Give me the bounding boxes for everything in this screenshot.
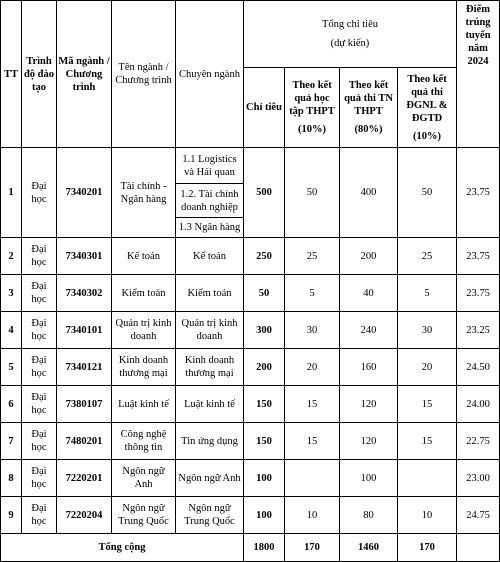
table-row — [1, 148, 500, 184]
cell-chuyen-nganh: Ngôn ngữ Trung Quốc — [176, 497, 244, 534]
cell-hoc-tap: 30 — [285, 312, 340, 349]
cell-diem: 23.25 — [457, 312, 500, 349]
cell-hoc-tap: 15 — [285, 423, 340, 460]
cell-hoc-tap: 20 — [285, 349, 340, 386]
table-row — [1, 275, 500, 312]
cell-ten-nganh: Luật kinh tế — [112, 386, 176, 423]
cell-ma-nganh: 7480201 — [57, 423, 112, 460]
header-hoc-tap-pct: (10%) — [298, 124, 326, 135]
header-thi-tn — [340, 68, 398, 148]
cell-chuyen-nganh: Tin ứng dụng — [176, 423, 244, 460]
cell-diem: 24.75 — [457, 497, 500, 534]
header-thi-tn-label: Theo kết quả thi TN THPT — [344, 80, 393, 117]
header-tong-chi-tieu-label: Tổng chỉ tiêu — [322, 19, 378, 30]
cell-hoc-tap: 50 — [285, 148, 340, 238]
cell-dgnl: 30 — [398, 312, 457, 349]
header-ten-nganh: Tên ngành / Chương trình — [112, 1, 176, 148]
table-row — [1, 386, 500, 423]
cell-chuyen-nganh: Luật kinh tế — [176, 386, 244, 423]
table-row — [1, 238, 500, 275]
table-row — [1, 349, 500, 386]
cell-diem: 24.00 — [457, 386, 500, 423]
cell-thi-tn: 80 — [340, 497, 398, 534]
cell-dgnl: 10 — [398, 497, 457, 534]
cell-chi-tieu: 200 — [244, 349, 285, 386]
cell-tt: 3 — [1, 275, 22, 312]
header-tt: TT — [1, 1, 22, 148]
table-row — [1, 497, 500, 534]
cell-tt: 5 — [1, 349, 22, 386]
cell-chuyen-nganh: Quản trị kinh doanh — [176, 312, 244, 349]
header-dgnl-label: Theo kết quả thi ĐGNL & ĐGTD — [406, 73, 448, 124]
cell-chi-tieu: 250 — [244, 238, 285, 275]
cell-chuyen-nganh: Kinh doanh thương mại — [176, 349, 244, 386]
cell-ma-nganh: 7220204 — [57, 497, 112, 534]
cell-dgnl: 5 — [398, 275, 457, 312]
total-diem — [457, 534, 500, 562]
cell-chi-tieu: 150 — [244, 423, 285, 460]
cell-diem: 23.75 — [457, 275, 500, 312]
cell-chuyen-nganh: 1.3 Ngân hàng — [176, 218, 244, 238]
cell-dgnl — [398, 460, 457, 497]
header-hoc-tap-label: Theo kết quả học tập THPT — [289, 80, 335, 117]
cell-ten-nganh: Ngôn ngữ Anh — [112, 460, 176, 497]
header-tong-chi-tieu — [244, 1, 457, 68]
total-chi-tieu: 1800 — [244, 534, 285, 562]
cell-chuyen-nganh: 1.1 Logistics và Hải quan — [176, 148, 244, 184]
cell-chuyen-nganh: Kiểm toán — [176, 275, 244, 312]
cell-chuyen-nganh: 1.2. Tài chính doanh nghiệp — [176, 184, 244, 218]
cell-thi-tn: 120 — [340, 386, 398, 423]
cell-hoc-tap: 5 — [285, 275, 340, 312]
header-hoc-tap — [285, 68, 340, 148]
cell-diem: 23.75 — [457, 148, 500, 238]
cell-tt: 8 — [1, 460, 22, 497]
cell-thi-tn: 100 — [340, 460, 398, 497]
cell-diem: 22.75 — [457, 423, 500, 460]
cell-ten-nganh: Ngôn ngữ Trung Quốc — [112, 497, 176, 534]
total-label: Tổng cộng — [1, 534, 244, 562]
cell-trinh-do: Đại học — [22, 312, 57, 349]
header-chuyen-nganh: Chuyên ngành — [176, 1, 244, 148]
cell-trinh-do: Đại học — [22, 386, 57, 423]
cell-ma-nganh: 7220201 — [57, 460, 112, 497]
cell-hoc-tap — [285, 460, 340, 497]
cell-diem: 23.00 — [457, 460, 500, 497]
cell-diem: 23.75 — [457, 238, 500, 275]
cell-ten-nganh: Kiểm toán — [112, 275, 176, 312]
total-row — [1, 534, 500, 562]
cell-ten-nganh: Kế toán — [112, 238, 176, 275]
cell-ten-nganh: Tài chính - Ngân hàng — [112, 148, 176, 238]
total-dgnl: 170 — [398, 534, 457, 562]
cell-thi-tn: 200 — [340, 238, 398, 275]
cell-hoc-tap: 15 — [285, 386, 340, 423]
cell-chi-tieu: 150 — [244, 386, 285, 423]
cell-ma-nganh: 7340121 — [57, 349, 112, 386]
cell-diem: 24.50 — [457, 349, 500, 386]
cell-tt: 6 — [1, 386, 22, 423]
cell-chuyen-nganh: Kế toán — [176, 238, 244, 275]
cell-trinh-do: Đại học — [22, 238, 57, 275]
header-du-kien: (dự kiến) — [330, 38, 370, 49]
cell-ma-nganh: 7340101 — [57, 312, 112, 349]
cell-chi-tieu: 500 — [244, 148, 285, 238]
cell-dgnl: 15 — [398, 386, 457, 423]
cell-trinh-do: Đại học — [22, 497, 57, 534]
cell-trinh-do: Đại học — [22, 460, 57, 497]
cell-dgnl: 25 — [398, 238, 457, 275]
cell-trinh-do: Đại học — [22, 349, 57, 386]
cell-thi-tn: 120 — [340, 423, 398, 460]
header-ma-nganh: Mã ngành / Chương trình — [57, 1, 112, 148]
cell-ma-nganh: 7340302 — [57, 275, 112, 312]
cell-trinh-do: Đại học — [22, 423, 57, 460]
cell-tt: 4 — [1, 312, 22, 349]
cell-dgnl: 20 — [398, 349, 457, 386]
cell-chi-tieu: 100 — [244, 460, 285, 497]
header-thi-tn-pct: (80%) — [354, 124, 383, 135]
header-trinh-do: Trình độ đào tạo — [22, 1, 57, 148]
table-row — [1, 423, 500, 460]
cell-thi-tn: 160 — [340, 349, 398, 386]
cell-tt: 9 — [1, 497, 22, 534]
cell-hoc-tap: 25 — [285, 238, 340, 275]
total-thi-tn: 1460 — [340, 534, 398, 562]
cell-chuyen-nganh: Ngôn ngữ Anh — [176, 460, 244, 497]
total-hoc-tap: 170 — [285, 534, 340, 562]
cell-hoc-tap: 10 — [285, 497, 340, 534]
cell-dgnl: 15 — [398, 423, 457, 460]
header-chi-tieu: Chỉ tiêu — [244, 68, 285, 148]
cell-thi-tn: 400 — [340, 148, 398, 238]
cell-ten-nganh: Quản trị kinh doanh — [112, 312, 176, 349]
cell-trinh-do: Đại học — [22, 148, 57, 238]
cell-dgnl: 50 — [398, 148, 457, 238]
table-row — [1, 460, 500, 497]
cell-tt: 1 — [1, 148, 22, 238]
cell-ma-nganh: 7340301 — [57, 238, 112, 275]
cell-thi-tn: 240 — [340, 312, 398, 349]
cell-ma-nganh: 7340201 — [57, 148, 112, 238]
cell-chi-tieu: 50 — [244, 275, 285, 312]
header-dgnl-pct: (10%) — [413, 130, 441, 142]
header-diem-trung-tuyen: Điểm trúng tuyển năm 2024 — [457, 1, 500, 148]
cell-tt: 2 — [1, 238, 22, 275]
cell-ten-nganh: Công nghệ thông tin — [112, 423, 176, 460]
cell-chi-tieu: 300 — [244, 312, 285, 349]
header-dgnl — [398, 68, 457, 148]
cell-chi-tieu: 100 — [244, 497, 285, 534]
cell-thi-tn: 40 — [340, 275, 398, 312]
cell-trinh-do: Đại học — [22, 275, 57, 312]
table-row — [1, 312, 500, 349]
cell-ma-nganh: 7380107 — [57, 386, 112, 423]
cell-tt: 7 — [1, 423, 22, 460]
cell-ten-nganh: Kinh doanh thương mại — [112, 349, 176, 386]
